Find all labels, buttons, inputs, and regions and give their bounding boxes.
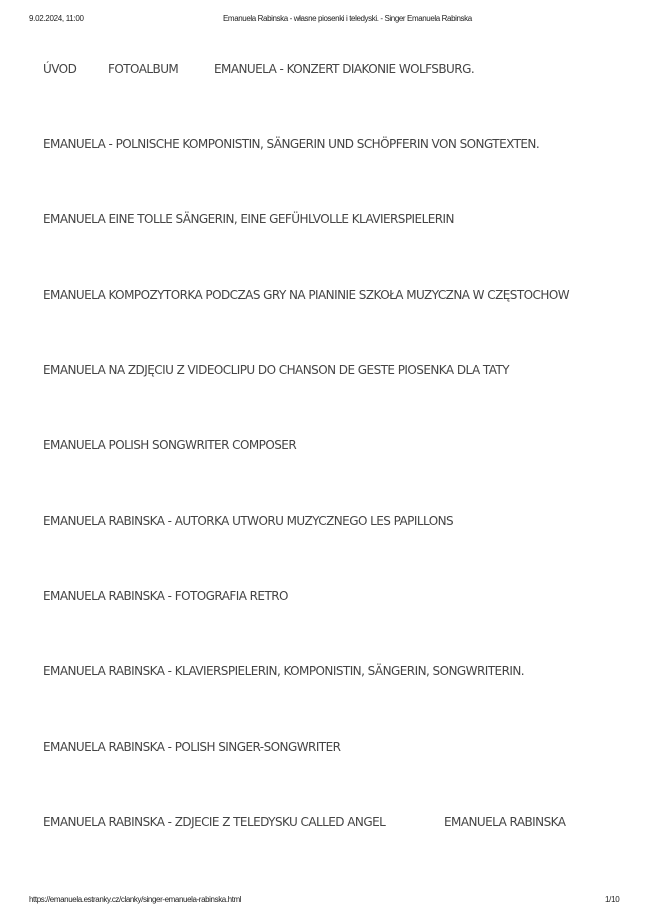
menu-item-teledysk-called-angel[interactable]: EMANUELA RABINSKA - ZDJECIE Z TELEDYSKU CALLED ANGEL <box>43 815 386 829</box>
menu-item-polish-songwriter-composer[interactable]: EMANUELA POLISH SONGWRITER COMPOSER <box>43 438 297 452</box>
page-number: 1/10 <box>605 895 620 904</box>
menu-item-fotoalbum[interactable]: FOTOALBUM <box>108 62 179 76</box>
menu-item-polish-singer-songwriter[interactable]: EMANUELA RABINSKA - POLISH SINGER-SONGWRITER <box>43 740 341 754</box>
menu-item-les-papillons[interactable]: EMANUELA RABINSKA - AUTORKA UTWORU MUZYCZNEGO LES PAPILLONS <box>43 514 454 528</box>
menu-item-polnische-komponistin[interactable]: EMANUELA - POLNISCHE KOMPONISTIN, SÄNGERIN UND SCHÖPFERIN VON SONGTEXTEN. <box>43 137 540 151</box>
menu-item-konzert-diakonie-wolfsburg[interactable]: EMANUELA - KONZERT DIAKONIE WOLFSBURG. <box>214 62 475 76</box>
print-header <box>0 14 650 28</box>
menu-item-tolle-saengerin[interactable]: EMANUELA EINE TOLLE SÄNGERIN, EINE GEFÜHLVOLLE KLAVIERSPIELERIN <box>43 212 454 226</box>
menu-item-uvod[interactable]: ÚVOD <box>43 62 77 76</box>
menu-item-fotografia-retro[interactable]: EMANUELA RABINSKA - FOTOGRAFIA RETRO <box>43 589 288 603</box>
menu-item-emanuela-rabinska[interactable]: EMANUELA RABINSKA <box>444 815 566 829</box>
print-url: https://emanuela.estranky.cz/clanky/singer-emanuela-rabinska.html <box>29 895 242 904</box>
menu-item-klavierspielerin[interactable]: EMANUELA RABINSKA - KLAVIERSPIELERIN, KOMPONISTIN, SÄNGERIN, SONGWRITERIN. <box>43 664 525 678</box>
print-footer <box>0 895 650 909</box>
print-page-title: Emanuela Rabinska - własne piosenki i teledyski. - Singer Emanuela Rabinska <box>223 14 472 23</box>
menu-item-kompozytorka-pianino[interactable]: EMANUELA KOMPOZYTORKA PODCZAS GRY NA PIANINIE SZKOŁA MUZYCZNA W CZĘSTOCHOW <box>43 288 570 302</box>
menu-item-videoclip-chanson-de-geste[interactable]: EMANUELA NA ZDJĘCIU Z VIDEOCLIPU DO CHANSON DE GESTE PIOSENKA DLA TATY <box>43 363 509 377</box>
print-date: 9.02.2024, 11:00 <box>29 14 84 23</box>
